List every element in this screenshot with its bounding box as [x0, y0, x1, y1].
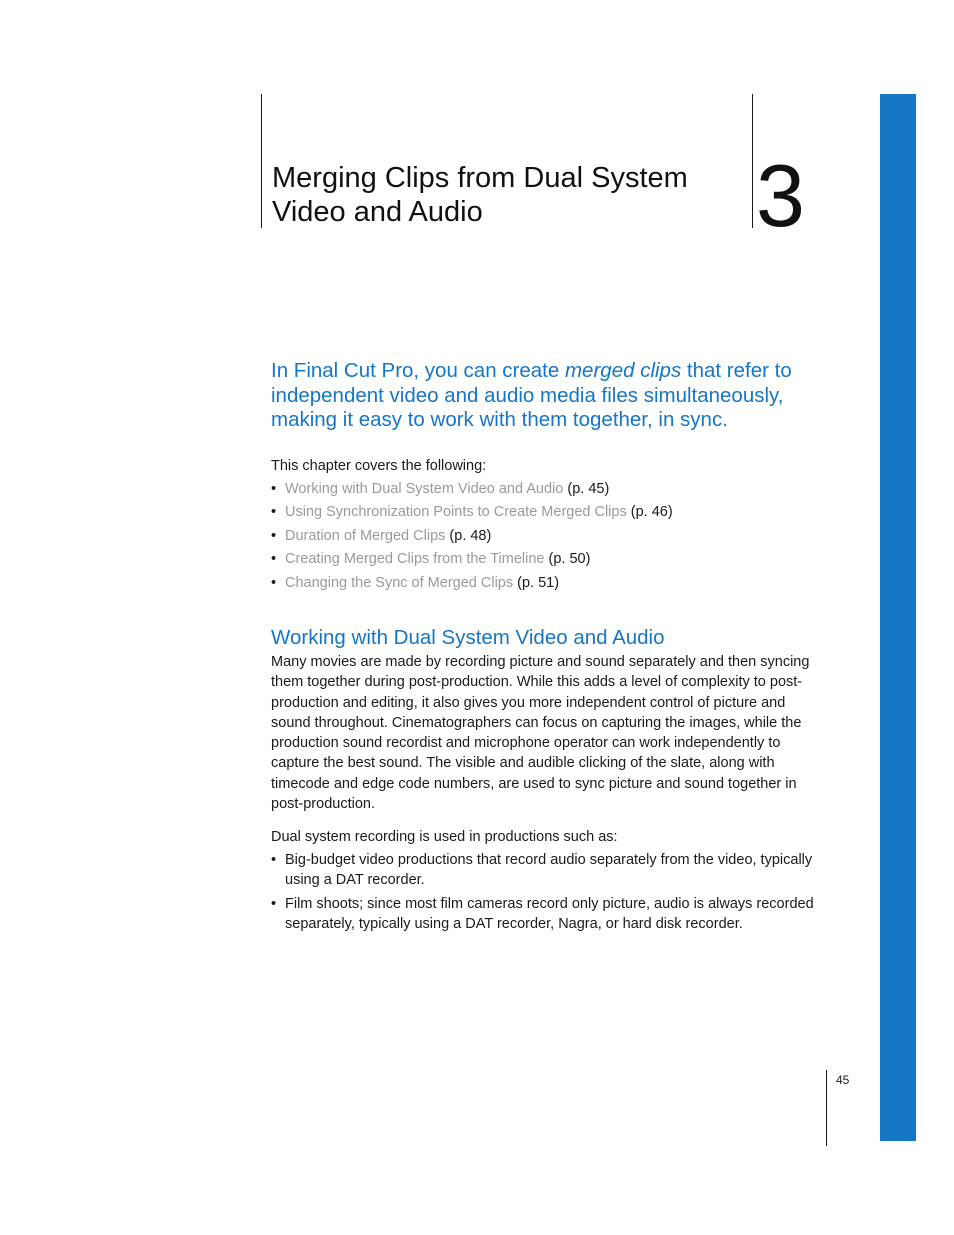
- intro-emphasis: merged clips: [564, 359, 682, 382]
- title-rule-right: [752, 94, 753, 228]
- section-bullet-list: [271, 850, 831, 938]
- chapter-intro: [271, 359, 831, 433]
- page-number: 45: [836, 1073, 850, 1087]
- chapter-toc: [271, 479, 673, 596]
- toc-item: [271, 549, 673, 572]
- toc-link[interactable]: Working with Dual System Video and Audio: [285, 481, 564, 497]
- section-paragraph: Many movies are made by recording picture and sound separately and then syncing them together during post-production. While this adds a level of complexity to post-production and editing, it also gives you more independent control of picture and sound throughout. Cinematographers can focus on capturing the images, while the production sound recordist and microphone operator can work independently to capture the best sound. The visible and audible clicking of the slate, along with timecode and edge code numbers, are used to sync picture and sound together in post-production.: [271, 654, 810, 813]
- toc-page-ref: (p. 46): [630, 504, 673, 521]
- toc-page-ref: (p. 50): [548, 551, 591, 568]
- toc-page-ref: (p. 45): [567, 481, 610, 497]
- section-list-intro: Dual system recording is used in productions such as:: [271, 829, 618, 845]
- footer-rule: [826, 1070, 827, 1146]
- intro-text-after: that refer to independent video and audio media files simultaneously, making it easy to work with them together, in sync.: [271, 359, 792, 431]
- toc-item: [271, 526, 673, 549]
- toc-link[interactable]: Using Synchronization Points to Create Merged Clips: [285, 504, 627, 521]
- toc-page-ref: (p. 48): [449, 527, 492, 544]
- toc-link[interactable]: Changing the Sync of Merged Clips: [285, 574, 514, 591]
- toc-item: [271, 479, 673, 502]
- list-item: • Film shoots; since most film cameras record only picture, audio is always recorded separately, typically using a DAT recorder, Nagra, or hard disk recorder.: [271, 894, 831, 934]
- section-heading: Working with Dual System Video and Audio: [271, 626, 665, 649]
- toc-item: [271, 573, 673, 596]
- chapter-title: Merging Clips from Dual System Video and Audio: [272, 162, 688, 228]
- list-item: • Big-budget video productions that record audio separately from the video, typically using a DAT recorder.: [271, 850, 831, 890]
- title-rule-left: [261, 94, 262, 228]
- toc-link[interactable]: Duration of Merged Clips: [285, 527, 446, 544]
- toc-item: [271, 502, 673, 525]
- toc-page-ref: (p. 51): [517, 574, 560, 591]
- chapter-number: 3: [756, 146, 805, 245]
- covers-label: This chapter covers the following:: [271, 458, 487, 474]
- toc-link[interactable]: Creating Merged Clips from the Timeline: [285, 551, 545, 568]
- chapter-tab-bar: [880, 94, 916, 1141]
- intro-text-before: In Final Cut Pro, you can create: [271, 359, 565, 382]
